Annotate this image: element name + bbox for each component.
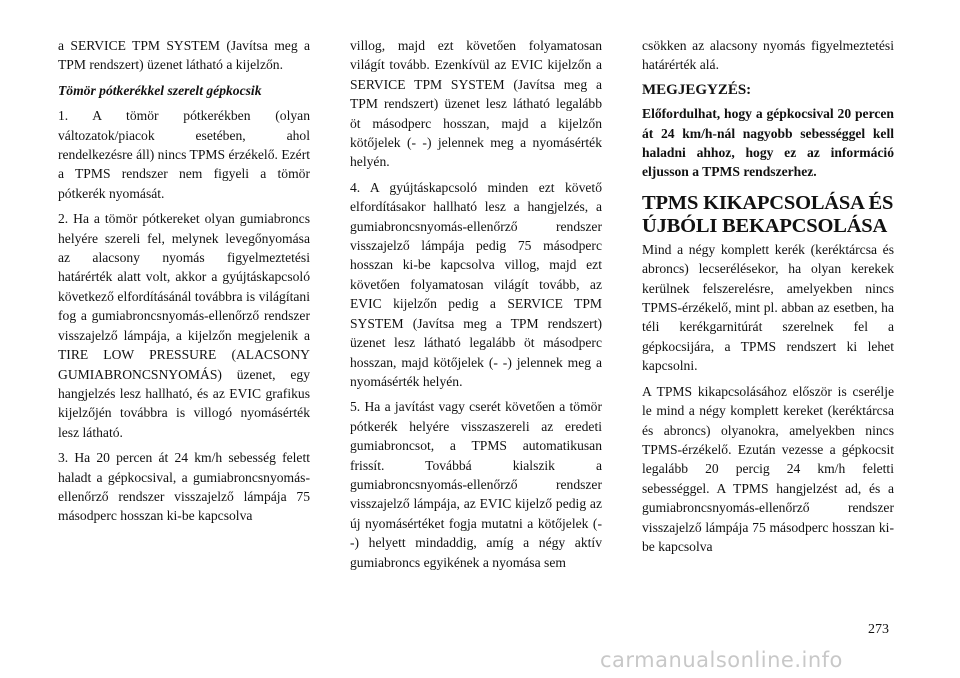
column-left — [58, 36, 310, 532]
paragraph: villog, majd ezt követően folyamatosan világít tovább. Ezenkívül az EVIC kijelzőn a SERVICE TPM SYSTEM (Javítsa meg a TPM rendszert) üzenet lesz látható legalább öt másodperc hosszan, majd a kijelzőn kötőjelek (- -) jelennek meg a nyomásérték helyén. — [350, 38, 602, 170]
paragraph: Mind a négy komplett kerék (keréktárcsa és abroncs) lecserélésekor, ha olyan kerekek kerülnek felszerelésre, amelyekben nincs TPMS-érzékelő, mint pl. abban az esetben, ha téli kerékgarnitúrát szerelnek fel a gépkocsijára, a TPMS rendszert ki lehet kapcsolni. — [642, 241, 894, 374]
paragraph: 3. Ha 20 percen át 24 km/h sebesség felett haladt a gépkocsival, a gumiabroncsnyomás-ellenőrző rendszer visszajelző lámpája 75 másodperc hosszan ki-be kapcsolva — [58, 450, 310, 524]
paragraph: A TPMS kikapcsolásához először is cserélje le mind a négy komplett kereket (keréktárcsa és abroncs) olyanokra, amelyekben nincs TPMS-érzékelő. Ezután vezesse a gépkocsit legalább 20 percig 24 km/h feletti sebességgel. A TPMS hangjelzést ad, és a gumiabroncsnyomás-ellenőrző rendszer visszajelző lámpája 75 másodperc hosszan ki-be kapcsolva — [642, 383, 894, 554]
page-number: 273 — [868, 622, 889, 637]
note-body: Előfordulhat, hogy a gépkocsival 20 percen át 24 km/h-nál nagyobb sebességgel kell haladni ahhoz, hogy ez az információ eljusson a TPMS rendszerhez. — [642, 106, 894, 180]
column-right — [642, 36, 894, 562]
paragraph: 5. Ha a javítást vagy cserét követően a tömör pótkerék helyére visszaszereli az eredeti gumiabroncsot, a TPMS automatikusan frissít. Továbbá kialszik a gumiabroncsnyomás-ellenőrző rendszer visszajelző lámpája, az EVIC kijelző pedig az új nyomásértéket fogja mutatni a kötőjelek (- -) helyett mindaddig, amíg a négy aktív gumiabroncs egyikének a nyomása sem — [350, 399, 602, 570]
paragraph: 1. A tömör pótkerékben (olyan változatok/piacok esetében, ahol rendelkezésre áll) nincs TPMS érzékelő. Ezért a TPMS rendszer nem figyeli a tömör pótkerék nyomását. — [58, 108, 310, 201]
watermark: carmanualsonline.info — [600, 648, 843, 672]
paragraph: 4. A gyújtáskapcsoló minden ezt követő elfordításakor hallható lesz a hangjelzés, a gumiabroncsnyomás-ellenőrző rendszer visszajelző lámpája pedig 75 másodperc hosszan ki-be kapcsolva villog, majd ezt követően folyamatosan világít tovább, az EVIC kijelzőn pedig a SERVICE TPM SYSTEM (Javítsa meg a TPM rendszert) üzenet lesz látható legalább öt másodperc hosszan, majd kötőjelek (- -) jelennek meg a nyomásérték helyén. — [350, 179, 602, 389]
section-title: TPMS KIKAPCSOLÁSA ÉS ÚJBÓLI BEKAPCSOLÁSA — [642, 191, 894, 237]
column-middle — [350, 36, 602, 578]
subheading-solid-spare: Tömör pótkerékkel szerelt gépkocsik — [58, 82, 262, 98]
note-title: MEGJEGYZÉS: — [642, 81, 752, 98]
paragraph: 2. Ha a tömör pótkereket olyan gumiabroncs helyére szereli fel, melynek levegőnyomása az alacsony nyomás figyelmeztetési határérték alatt volt, akkor a gyújtáskapcsoló következő elfordításánál továbbra is világítani fog a gumiabroncsnyomás-ellenőrző rendszer visszajelző lámpája, a kijelzőn megjelenik a TIRE LOW PRESSURE (ALACSONY GUMIABRONCSNYOMÁS) üzenet, egy hangjelzés lesz hallható, és az EVIC grafikus kijelzőjén továbbra is villogó nyomásérték lesz látható. — [58, 211, 310, 440]
paragraph: a SERVICE TPM SYSTEM (Javítsa meg a TPM rendszert) üzenet látható a kijelzőn. — [58, 38, 310, 73]
paragraph: csökken az alacsony nyomás figyelmeztetési határérték alá. — [642, 38, 894, 73]
